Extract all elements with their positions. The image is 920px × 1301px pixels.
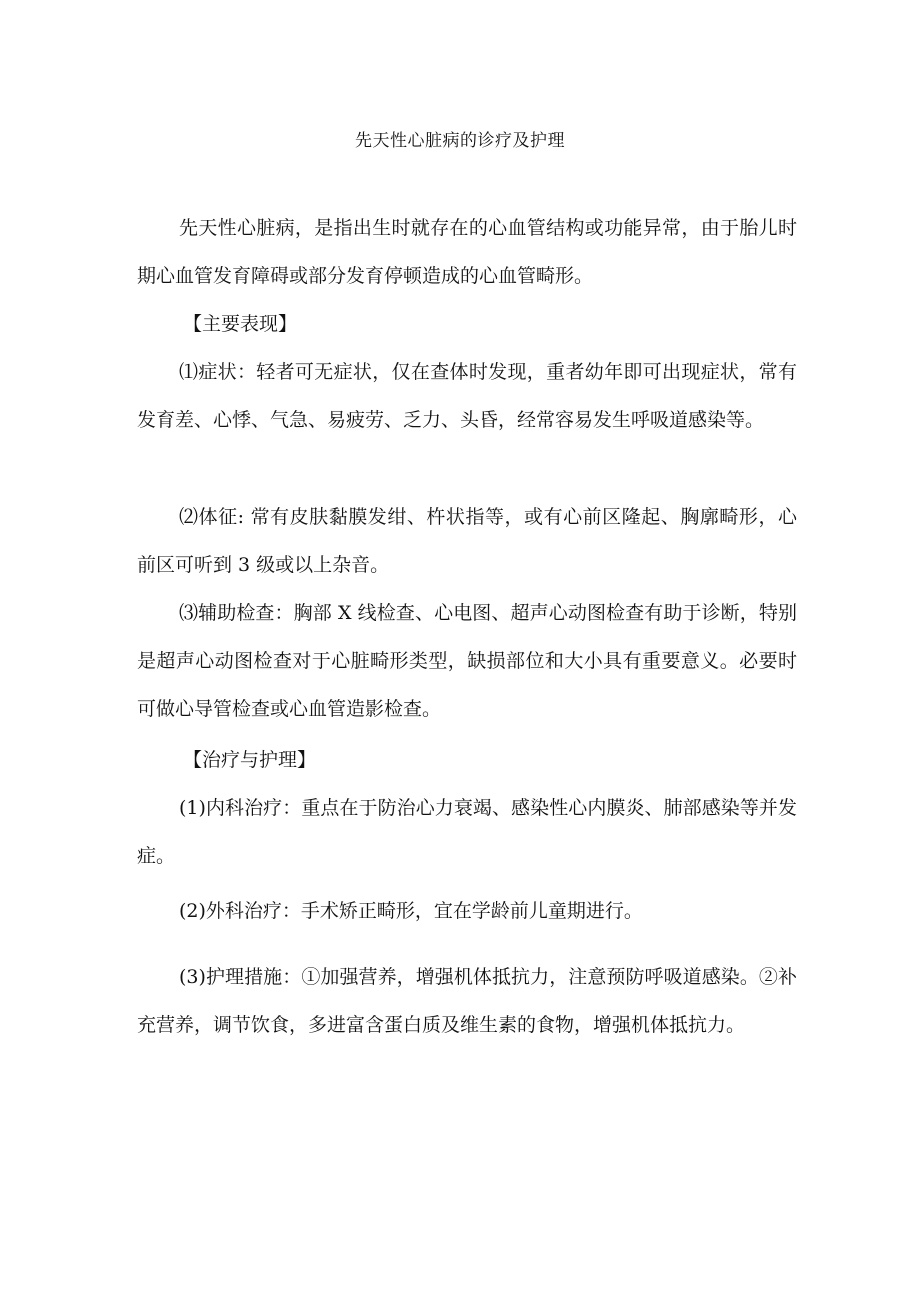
section-heading-treatment-care: 【治疗与护理】 — [183, 749, 317, 771]
section-heading-main-manifestations: 【主要表现】 — [183, 313, 298, 335]
signs-paragraph: ⑵体征: 常有皮肤黏膜发绀、杵状指等，或有心前区隆起、胸廓畸形，心前区可听到 3 级或以上杂音。 — [137, 506, 797, 576]
symptoms-paragraph: ⑴症状：轻者可无症状，仅在查体时发现，重者幼年即可出现症状，常有发育差、心悸、气急、易疲劳、乏力、头昏，经常容易发生呼吸道感染等。 — [137, 361, 797, 431]
nursing-measures-paragraph: (3)护理措施：①加强营养，增强机体抵抗力，注意预防呼吸道感染。②补充营养，调节饮食，多进富含蛋白质及维生素的食物，增强机体抵抗力。 — [137, 966, 797, 1036]
intro-paragraph: 先天性心脏病，是指出生时就存在的心血管结构或功能异常，由于胎儿时期心血管发育障碍或部分发育停顿造成的心血管畸形。 — [137, 217, 797, 287]
medical-treatment-paragraph: (1)内科治疗：重点在于防治心力衰竭、感染性心内膜炎、肺部感染等并发症。 — [137, 797, 797, 867]
auxiliary-exam-paragraph: ⑶辅助检查：胸部 X 线检查、心电图、超声心动图检查有助于诊断，特别是超声心动图检查对于心脏畸形类型，缺损部位和大小具有重要意义。必要时可做心导管检查或心血管造影检查。 — [137, 602, 797, 720]
document-title: 先天性心脏病的诊疗及护理 — [355, 131, 565, 151]
surgical-treatment-paragraph: (2)外科治疗：手术矫正畸形，宜在学龄前儿童期进行。 — [179, 900, 643, 922]
